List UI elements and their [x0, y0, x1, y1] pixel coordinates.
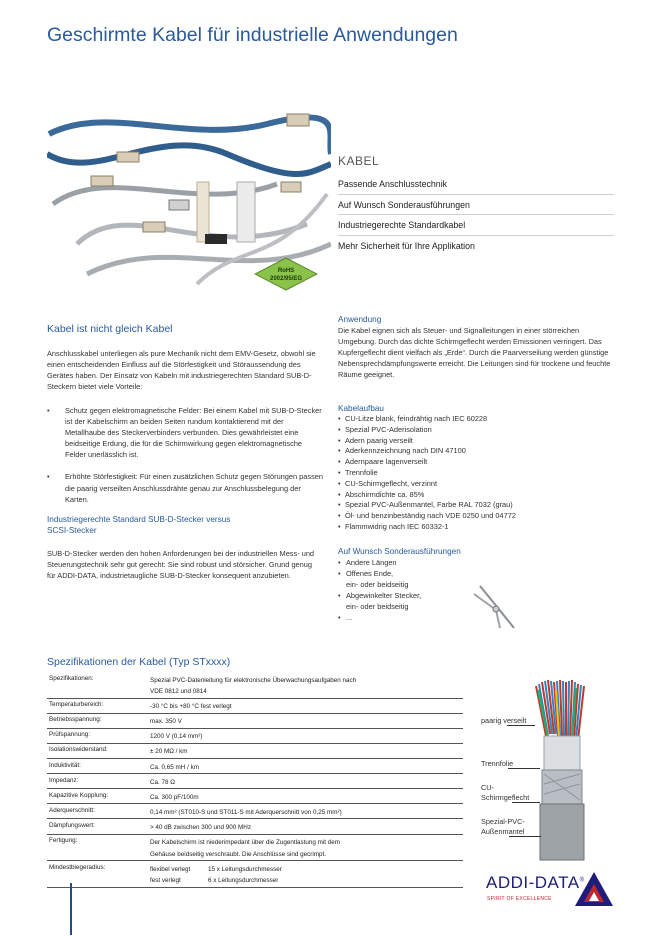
fix-value: 6 x Leitungsdurchmesser	[208, 877, 279, 885]
spec-value	[148, 728, 463, 743]
spec-value-line: Ca. 78 Ω	[150, 778, 176, 786]
feature-item: Passende Anschlusstechnik	[338, 174, 614, 195]
spec-label: Spezifikationen:	[47, 672, 148, 698]
list-item	[338, 558, 468, 569]
spec-value-line: -30 °C bis +80 °C fest verlegt	[150, 703, 232, 711]
rohs-line2: 2002/95/EG	[269, 276, 303, 282]
list-item-text: Offenes Ende, ein- oder beidseitig	[346, 568, 409, 589]
spec-label: Temperaturbereich:	[47, 698, 148, 713]
kabelaufbau-heading: Kabelaufbau	[338, 404, 384, 413]
spec-label: Isolationswiderstand:	[47, 743, 148, 758]
spec-value-line: 1200 V (0,14 mm²)	[150, 733, 203, 741]
spec-label: Dämpfungswert:	[47, 819, 148, 834]
spec-value-line: Ca. 300 pF/100m	[150, 793, 199, 801]
spec-value	[148, 861, 463, 888]
spec-value-line: Ca. 0,65 mH / km	[150, 763, 199, 771]
spec-label: Kapazitive Kopplung:	[47, 789, 148, 804]
table-row	[47, 861, 463, 888]
list-item: • Schutz gegen elektromagnetische Felder: Bei einem Kabel mit SUB-D-Stecker ist der Kabelschirm an beiden Seiten rundum kontaktierend mit der Metallhaube des Steckerverbinders verbunden. Dies gewährleistet eine beidseitige Erdung, die für die Schirmwirkung gegen elektromagnetische Felder unerlässlich ist.	[47, 405, 325, 460]
anno-paarig: paarig verseilt	[481, 716, 527, 725]
kabelaufbau-list	[338, 414, 614, 533]
list-item: • Abschirmdichte ca. 85%	[338, 490, 614, 501]
spec-value	[148, 672, 463, 698]
spec-value-line: Spezial PVC-Datenleitung für elektronische Überwachungsaufgaben nach	[150, 676, 357, 684]
sonder-heading: Auf Wunsch Sonderausführungen	[338, 547, 461, 556]
spec-value	[148, 713, 463, 728]
spec-label: Prüfspannung:	[47, 728, 148, 743]
left-subheading: Industriegerechte Standard SUB-D-Stecker versus SCSI-Stecker	[47, 515, 231, 535]
list-item: • Spezial PVC-Aderisolation	[338, 425, 614, 436]
spec-value-line: Gehäuse beidseitig verschraubt. Die Anschlüsse sind gecrimpt.	[150, 850, 327, 858]
anno-pvc-line1: Spezial-PVC-	[481, 817, 525, 826]
spec-value	[148, 698, 463, 713]
list-item-text: ...	[346, 612, 353, 622]
list-item	[338, 613, 468, 624]
rohs-badge-icon	[254, 257, 318, 291]
sonder-list	[338, 558, 468, 623]
spec-value	[148, 759, 463, 774]
specs-table	[47, 672, 463, 888]
spec-label: Betriebsspannung:	[47, 713, 148, 728]
anno-cu-line2: Schirmgeflecht	[481, 793, 530, 802]
anno-pvc-line2: Außenmantel	[481, 827, 525, 836]
footer-rule	[70, 883, 72, 935]
list-item: • Spezial PVC-Außenmantel, Farbe RAL 7032 (grau)	[338, 500, 614, 511]
table-row	[47, 672, 463, 698]
spec-value	[148, 804, 463, 819]
spec-value-line: 0,14 mm² (ST010-S und ST011-S mit Aderquerschnitt von 0,25 mm²)	[150, 808, 342, 816]
list-item	[338, 569, 468, 591]
fix-label: fest verlegt	[150, 877, 181, 885]
table-row	[47, 774, 463, 789]
list-item: • Erhöhte Störfestigkeit: Für einen zusätzlichen Schutz gegen Störungen passen die paarig verseilten Anschlussdrähte genau zur Anschlussbelegung der Karten.	[47, 471, 325, 504]
list-item-text: Andere Längen	[346, 558, 397, 567]
logo-slogan: SPIRIT OF EXCELLENCE	[487, 896, 552, 902]
page-title: Geschirmte Kabel für industrielle Anwendungen	[47, 24, 458, 46]
spec-label: Impedanz:	[47, 774, 148, 789]
table-row	[47, 819, 463, 834]
table-row	[47, 743, 463, 758]
spec-label: Mindestbiegeradius:	[47, 861, 148, 888]
spec-value-line: ± 20 MΩ / km	[150, 748, 188, 756]
list-item: • CU-Schirmgeflecht, verzinnt	[338, 479, 614, 490]
spec-label: Induktivität:	[47, 759, 148, 774]
spec-value-line: > 40 dB zwischen 300 und 900 MHz	[150, 823, 251, 831]
table-row	[47, 759, 463, 774]
feature-item: Auf Wunsch Sonderausführungen	[338, 195, 614, 216]
specs-heading: Spezifikationen der Kabel (Typ STxxxx)	[47, 656, 231, 668]
list-item: • CU-Litze blank, feindrähtig nach IEC 60228	[338, 414, 614, 425]
list-item: • Trennfolie	[338, 468, 614, 479]
table-row	[47, 834, 463, 861]
kabel-box-heading: KABEL	[338, 154, 380, 168]
spec-value-line: Der Kabelschirm ist niederimpedant über die Zugentlastung mit dem	[150, 839, 341, 847]
spec-value	[148, 834, 463, 861]
table-row	[47, 804, 463, 819]
list-item: • Flammwidrig nach IEC 60332-1	[338, 522, 614, 533]
list-item	[338, 591, 468, 613]
left-intro: Anschlusskabel unterliegen als pure Mechanik nicht dem EMV-Gesetz, obwohl sie einen entscheidenden Einfluss auf die Störfestigkeit und Störaussendung des Gerätes haben. Der Einsatz von Kabeln mit industriegerechten Standard SUB-D-Steckern bietet viele Vorteile:	[47, 349, 316, 392]
list-item-text: Abgewinkelter Stecker, ein- oder beidseitig	[346, 590, 422, 611]
addi-data-logo-icon	[574, 870, 614, 908]
list-item: • Adern paarig verseilt	[338, 436, 614, 447]
anno-cu-line1: CU-	[481, 783, 494, 792]
crimp-tool-icon	[470, 582, 520, 632]
left-heading: Kabel ist nicht gleich Kabel	[47, 323, 173, 335]
list-item: • Aderkennzeichnung nach DIN 47100	[338, 446, 614, 457]
spec-label: Aderquerschnitt:	[47, 804, 148, 819]
kabel-feature-list	[338, 174, 614, 256]
table-row	[47, 713, 463, 728]
table-row	[47, 728, 463, 743]
table-row	[47, 698, 463, 713]
list-item: • Adernpaare lagenverseilt	[338, 457, 614, 468]
logo-name: ADDI-DATA	[486, 873, 580, 892]
spec-value	[148, 789, 463, 804]
spec-value	[148, 819, 463, 834]
feature-item: Industriegerechte Standardkabel	[338, 215, 614, 236]
list-item: • Öl- und benzinbeständig nach VDE 0250 und 04772	[338, 511, 614, 522]
table-row	[47, 789, 463, 804]
spec-value-line: max. 350 V	[150, 718, 182, 726]
logo	[486, 873, 585, 893]
logo-reg: ®	[579, 877, 585, 884]
feature-item: Mehr Sicherheit für Ihre Applikation	[338, 240, 475, 251]
spec-value	[148, 743, 463, 758]
anwendung-text: Die Kabel eignen sich als Steuer- und Signalleitungen in einer störreichen Umgebung. Durch das dichte Schirmgeflecht werden Emissionen verringert. Das Kupfergeflecht dient vielfach als „Erde“. Durch die Paarverseilung werden günstige Nebensprechdämpfungswerte erreicht. Die Leitungen sind für trockene und feuchte Räume geeignet.	[338, 326, 611, 380]
rohs-line1: RoHS	[277, 268, 295, 274]
flex-value: 15 x Leitungsdurchmesser	[208, 865, 282, 873]
spec-value	[148, 774, 463, 789]
flex-label: flexibel verlegt	[150, 865, 191, 873]
left-para2: SUB-D-Stecker werden den hohen Anforderungen bei der industriellen Mess- und Steuerungstechnik sehr gut gerecht: Sie sind robust und störsicher. Grund genug für ADDI-DATA, industrietaugliche SUB-D-Stecker konsequent anzubieten.	[47, 549, 315, 581]
left-bullet-list	[47, 405, 325, 505]
anwendung-heading: Anwendung	[338, 315, 382, 324]
spec-label: Fertigung:	[47, 834, 148, 861]
anno-trennfolie: Trennfolie	[481, 759, 514, 768]
spec-value-line: VDE 0812 und 0814	[150, 688, 207, 696]
